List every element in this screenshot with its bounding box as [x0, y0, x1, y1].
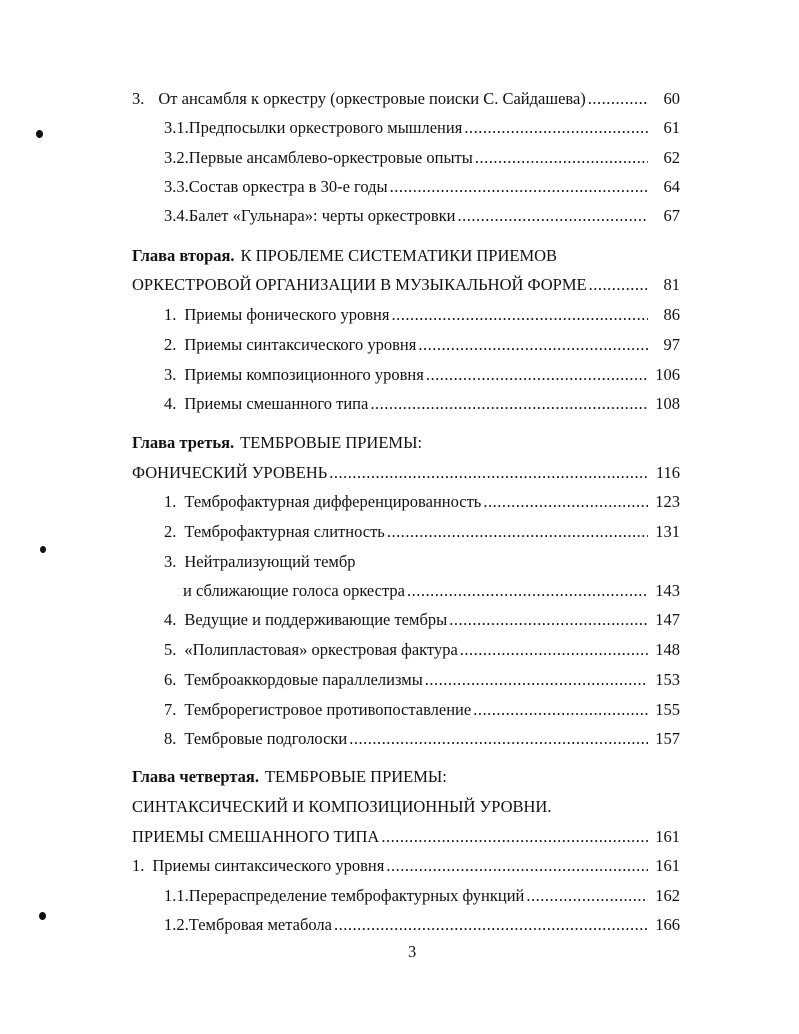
- toc-entry-title: Состав оркестра в 30-е годы: [188, 177, 388, 196]
- leader-dots: [391, 302, 648, 328]
- toc-entry-page: 106: [655, 365, 680, 384]
- toc-entry-title: Первые ансамблево-оркестровые опыты: [188, 148, 473, 167]
- toc-entry-number: 2.: [164, 522, 177, 541]
- toc-entry-page: 81: [663, 275, 680, 294]
- toc-entry-title: Балет «Гульнара»: черты оркестровки: [188, 206, 456, 225]
- toc-entry-number: 8.: [164, 729, 177, 748]
- toc-entry-title: Приемы фонического уровня: [184, 305, 390, 324]
- toc-entry[interactable]: [164, 332, 680, 358]
- toc-entry-page: 97: [663, 335, 680, 354]
- toc-entry-number: 1.2.: [164, 915, 189, 934]
- chapter-title-continuation: СИНТАКСИЧЕСКИЙ И КОМПОЗИЦИОННЫЙ УРОВНИ.: [132, 797, 552, 816]
- toc-entry[interactable]: [164, 489, 680, 515]
- chapter-heading[interactable]: [132, 243, 680, 269]
- toc-entry-title: Темброаккордовые параллелизмы: [184, 670, 423, 689]
- toc-entry-number: 3.: [164, 365, 177, 384]
- toc-entry[interactable]: [132, 460, 680, 486]
- leader-dots: [426, 362, 648, 388]
- toc-entry-number: 4.: [164, 394, 177, 413]
- binder-hole-mark: [39, 912, 46, 920]
- toc-entry[interactable]: [164, 549, 680, 575]
- chapter-heading[interactable]: [132, 430, 680, 456]
- toc-entry-number: 1.: [132, 856, 145, 875]
- toc-entry-title: Приемы синтаксического уровня: [184, 335, 417, 354]
- toc-entry-title: Приемы синтаксического уровня: [152, 856, 385, 875]
- toc-entry-title: Приемы смешанного типа: [184, 394, 369, 413]
- chapter-label: Глава вторая.: [132, 246, 235, 265]
- leader-dots: [473, 697, 648, 723]
- toc-entry-number: 3.1.: [164, 118, 189, 137]
- toc-entry-title: Нейтрализующий тембр: [184, 552, 356, 571]
- leader-dots: [418, 332, 648, 358]
- chapter-title: ТЕМБРОВЫЕ ПРИЕМЫ:: [240, 433, 423, 452]
- toc-entry-page: 123: [655, 492, 680, 511]
- toc-entry-title: Приемы композиционного уровня: [184, 365, 424, 384]
- toc-entry-page: 86: [663, 305, 680, 324]
- toc-entry-title: Перераспределение темброфактурных функций: [188, 886, 525, 905]
- toc-entry-number: 2.: [164, 335, 177, 354]
- toc-entry[interactable]: [164, 667, 680, 693]
- leader-dots: [449, 607, 648, 633]
- chapter-title: К ПРОБЛЕМЕ СИСТЕМАТИКИ ПРИЕМОВ: [240, 246, 558, 265]
- leader-dots: [329, 460, 648, 486]
- toc-entry[interactable]: [164, 362, 680, 388]
- toc-entry-number: 7.: [164, 700, 177, 719]
- leader-dots: [381, 824, 648, 850]
- toc-entry-page: 64: [663, 177, 680, 196]
- toc-entry-page: 60: [663, 89, 680, 108]
- toc-entry[interactable]: [164, 697, 680, 723]
- toc-entry-number: 4.: [164, 610, 177, 629]
- leader-dots: [460, 637, 648, 663]
- leader-dots: [407, 578, 648, 604]
- toc-entry-page: 157: [655, 729, 680, 748]
- toc-entry[interactable]: [164, 174, 680, 200]
- toc-entry-title: От ансамбля к оркестру (оркестровые поиски С. Сайдашева): [158, 89, 586, 108]
- leader-dots: [589, 272, 648, 298]
- toc-entry-title: Темброфактурная дифференцированность: [184, 492, 482, 511]
- leader-dots: [475, 145, 648, 171]
- chapter-title-continuation: ФОНИЧЕСКИЙ УРОВЕНЬ: [132, 463, 328, 482]
- toc-entry-number: 3.: [132, 89, 145, 108]
- leader-dots: [458, 203, 648, 229]
- toc-entry-title: Ведущие и поддерживающие тембры: [184, 610, 448, 629]
- toc-entry[interactable]: [164, 607, 680, 633]
- toc-entry-number: 3.: [164, 552, 177, 571]
- toc-entry-page: 155: [655, 700, 680, 719]
- toc-entry[interactable]: [132, 824, 680, 850]
- toc-entry-page: 166: [655, 915, 680, 934]
- toc-entry[interactable]: [132, 86, 680, 112]
- toc-entry-title: «Полипластовая» оркестровая фактура: [184, 640, 458, 659]
- leader-dots: [386, 853, 648, 879]
- leader-dots: [526, 883, 648, 909]
- chapter-title: ТЕМБРОВЫЕ ПРИЕМЫ:: [264, 767, 447, 786]
- toc-entry[interactable]: [164, 726, 680, 752]
- chapter-heading-continuation[interactable]: [132, 794, 680, 820]
- toc-entry[interactable]: [183, 578, 680, 604]
- toc-entry-page: 147: [655, 610, 680, 629]
- leader-dots: [390, 174, 648, 200]
- toc-entry-number: 1.: [164, 305, 177, 324]
- toc-entry-page: 161: [655, 856, 680, 875]
- toc-entry-page: 116: [655, 463, 680, 482]
- toc-entry-number: 6.: [164, 670, 177, 689]
- toc-entry[interactable]: [164, 302, 680, 328]
- toc-entry-title: Темброрегистровое противопоставление: [184, 700, 472, 719]
- chapter-label: Глава третья.: [132, 433, 235, 452]
- binder-hole-mark: [40, 546, 46, 553]
- toc-entry-page: 108: [655, 394, 680, 413]
- toc-entry-page: 131: [655, 522, 680, 541]
- toc-entry[interactable]: [164, 883, 680, 909]
- toc-entry-page: 148: [655, 640, 680, 659]
- toc-entry[interactable]: [132, 272, 680, 298]
- toc-entry-page: 143: [655, 581, 680, 600]
- toc-entry-page: 153: [655, 670, 680, 689]
- binder-hole-mark: [36, 130, 43, 138]
- toc-entry-title: Тембровая метабола: [188, 915, 332, 934]
- toc-entry-number: 3.4.: [164, 206, 189, 225]
- toc-entry-title: Темброфактурная слитность: [184, 522, 385, 541]
- chapter-title-continuation: ПРИЕМЫ СМЕШАННОГО ТИПА: [132, 827, 380, 846]
- toc-entry-page: 62: [663, 148, 680, 167]
- leader-dots: [588, 86, 648, 112]
- toc-entry-page: 67: [663, 206, 680, 225]
- toc-entry[interactable]: [164, 203, 680, 229]
- chapter-heading[interactable]: [132, 764, 680, 790]
- toc-entry-title: Тембровые подголоски: [184, 729, 348, 748]
- toc-entry-page: 162: [655, 886, 680, 905]
- leader-dots: [483, 489, 648, 515]
- toc-entry-number: 3.3.: [164, 177, 189, 196]
- toc-entry-page: 161: [655, 827, 680, 846]
- toc-entry-number: 3.2.: [164, 148, 189, 167]
- leader-dots: [334, 912, 648, 938]
- leader-dots: [349, 726, 648, 752]
- toc-entry[interactable]: [164, 519, 680, 545]
- toc-entry[interactable]: [164, 637, 680, 663]
- toc-entry[interactable]: [164, 145, 680, 171]
- toc-entry-number: 1.1.: [164, 886, 189, 905]
- leader-dots: [370, 391, 648, 417]
- leader-dots: [425, 667, 648, 693]
- toc-entry-number: 5.: [164, 640, 177, 659]
- toc-entry[interactable]: [164, 115, 680, 141]
- leader-dots: [387, 519, 648, 545]
- toc-entry[interactable]: [164, 912, 680, 938]
- chapter-label: Глава четвертая.: [132, 767, 259, 786]
- toc-entry[interactable]: [132, 853, 680, 879]
- page-number: 3: [408, 942, 417, 961]
- chapter-title-continuation: ОРКЕСТРОВОЙ ОРГАНИЗАЦИИ В МУЗЫКАЛЬНОЙ ФОРМЕ: [132, 275, 587, 294]
- toc-entry-page: 61: [663, 118, 680, 137]
- toc-entry-number: 1.: [164, 492, 177, 511]
- leader-dots: [464, 115, 648, 141]
- toc-entry-title: Предпосылки оркестрового мышления: [188, 118, 463, 137]
- toc-entry-title-continuation: и сближающие голоса оркестра: [183, 581, 405, 600]
- toc-entry[interactable]: [164, 391, 680, 417]
